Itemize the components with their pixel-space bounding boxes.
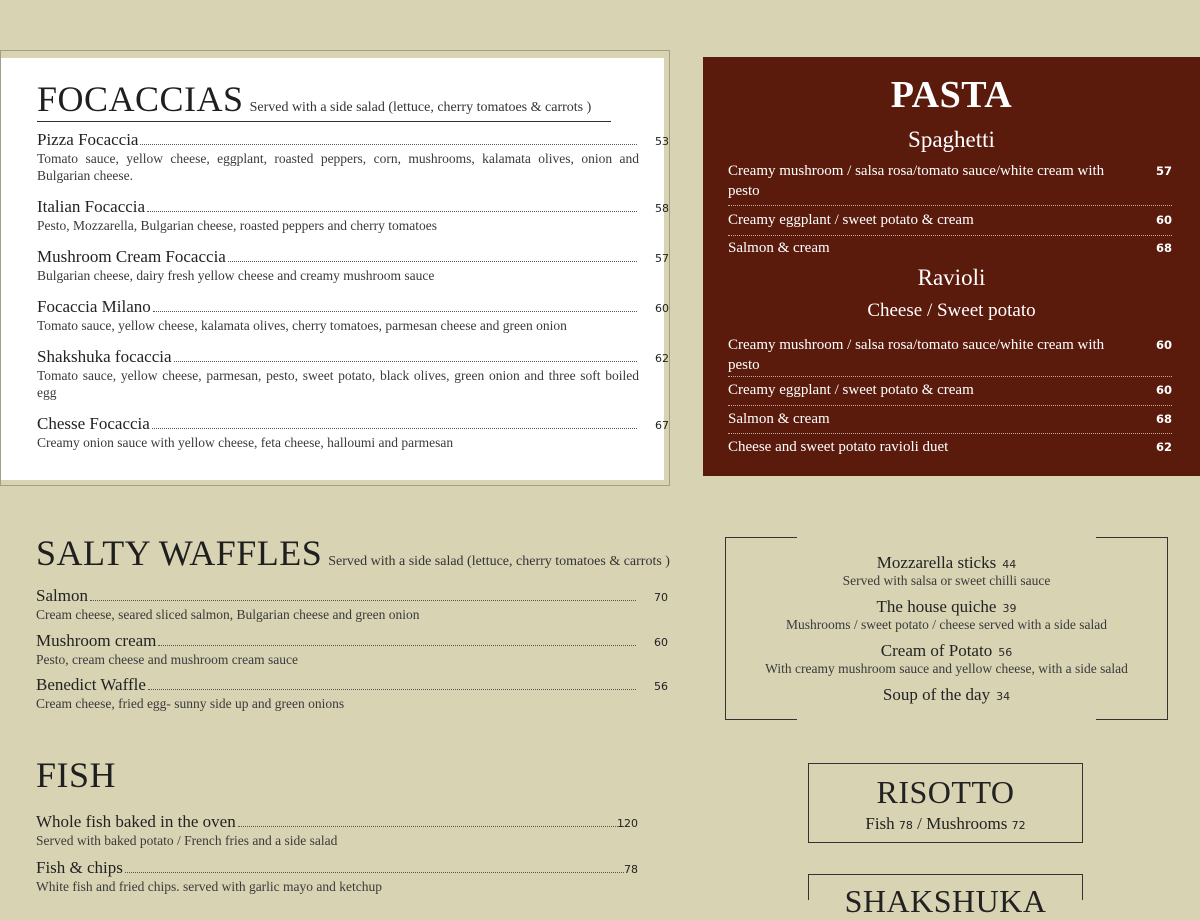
shakshuka-title: SHAKSHUKA [844,883,1047,919]
pasta-item [728,161,1172,201]
item-description: Tomato sauce, yellow cheese, kalamata olives, cherry tomatoes, parmesan cheese and green onion [37,318,567,333]
pasta-item-name: Cheese and sweet potato ravioli duet [728,439,949,455]
fish-heading: FISH [36,755,117,795]
starter-description: Served with salsa or sweet chilli sauce [842,573,1051,588]
item-name: Focaccia Milano [37,297,151,316]
ravioli-subtitle: Cheese / Sweet potato [867,300,1036,321]
pasta-item [728,437,1172,457]
pasta-item-name: Creamy mushroom / salsa rosa/tomato sauce/white cream with pesto [728,163,1105,199]
item-name: Pizza Focaccia [37,130,139,149]
item-description: White fish and fried chips. served with garlic mayo and ketchup [36,879,383,894]
leader-dots [147,211,637,212]
pasta-item-price: 60 [1155,338,1172,352]
pasta-item-name: Creamy mushroom / salsa rosa/tomato sauce/white cream with pesto [728,337,1105,373]
menu-item [37,297,669,334]
item-description: Pesto, cream cheese and mushroom cream sauce [36,652,299,667]
starter-item [725,685,1168,705]
pasta-item-price: 62 [1155,440,1172,454]
menu-item [37,347,669,401]
item-name: Shakshuka focaccia [37,347,172,366]
item-name: Chesse Focaccia [37,414,150,433]
starter-item [725,597,1168,633]
item-name: Mushroom cream [36,631,157,650]
item-description: Served with baked potato / French fries and a side salad [36,833,338,848]
leader-dots [158,645,636,646]
menu-item [36,675,668,712]
leader-dots [90,600,636,601]
item-name: Benedict Waffle [36,675,146,694]
risotto-title: RISOTTO [876,774,1015,810]
risotto-fish-label: Fish [865,814,895,833]
risotto-options [809,814,1082,834]
item-description: Cream cheese, fried egg- sunny side up and green onions [36,696,345,711]
starter-price: 39 [1002,602,1017,615]
starters-box [725,537,1168,720]
item-price: 62 [655,352,669,365]
pasta-divider [728,235,1172,236]
focaccias-panel [1,58,669,480]
starter-price: 56 [998,646,1013,659]
salty-waffles-subtitle: Served with a side salad (lettuce, cherry tomatoes & carrots ) [328,554,670,569]
starter-name: Soup of the day [882,685,991,704]
menu-item [36,812,638,849]
leader-dots [228,261,637,262]
starter-item [725,641,1168,677]
item-price: 78 [624,863,638,876]
salty-waffles-title [36,532,670,574]
menu-item [37,197,669,234]
item-price: 60 [654,636,668,649]
starter-name: The house quiche [876,597,997,616]
starter-price: 34 [996,690,1011,703]
leader-dots [174,361,637,362]
item-description: Cream cheese, seared sliced salmon, Bulgarian cheese and green onion [36,607,420,622]
pasta-item-price: 57 [1155,164,1172,178]
pasta-item [728,210,1172,230]
starter-name: Cream of Potato [880,641,993,660]
item-name: Mushroom Cream Focaccia [37,247,226,266]
item-price: 67 [655,419,669,432]
focaccias-subtitle: Served with a side salad (lettuce, cherry tomatoes & carrots ) [249,100,592,115]
leader-dots [238,826,624,827]
pasta-divider [728,376,1172,377]
item-price: 120 [617,817,638,830]
risotto-separator: / [917,814,922,833]
starter-name: Mozzarella sticks [876,553,997,572]
item-price: 57 [655,252,669,265]
item-price: 70 [654,591,668,604]
starter-description: Mushrooms / sweet potato / cheese served with a side salad [786,617,1107,632]
leader-dots [140,144,637,145]
focaccias-card [0,50,670,486]
starter-description: With creamy mushroom sauce and yellow cheese, with a side salad [765,661,1128,676]
pasta-item-name: Salmon & cream [728,411,830,427]
pasta-item-price: 68 [1155,412,1172,426]
item-name: Italian Focaccia [37,197,146,216]
pasta-item-name: Salmon & cream [728,240,830,256]
risotto-fish-price: 78 [898,819,913,832]
item-price: 58 [655,202,669,215]
pasta-title: PASTA [890,74,1013,116]
item-name: Salmon [36,586,88,605]
ravioli-heading: Ravioli [917,265,986,290]
item-description: Bulgarian cheese, dairy fresh yellow cheese and creamy mushroom sauce [37,268,435,283]
menu-item [37,414,669,451]
item-name: Fish & chips [36,858,123,877]
starter-item [725,553,1168,589]
menu-item [36,858,638,895]
risotto-mushrooms-price: 72 [1011,819,1026,832]
starter-price: 44 [1002,558,1017,571]
pasta-item [728,409,1172,429]
item-description: Tomato sauce, yellow cheese, parmesan, pesto, sweet potato, black olives, green onion and three soft boiled egg [37,368,639,400]
item-description: Creamy onion sauce with yellow cheese, feta cheese, halloumi and parmesan [37,435,454,450]
pasta-item-name: Creamy eggplant / sweet potato & cream [728,382,974,398]
focaccias-title [37,78,591,120]
item-name: Whole fish baked in the oven [36,812,236,831]
item-description: Pesto, Mozzarella, Bulgarian cheese, roasted peppers and cherry tomatoes [37,218,437,233]
pasta-item [728,335,1172,375]
pasta-item-price: 68 [1155,241,1172,255]
pasta-item [728,380,1172,400]
spaghetti-heading: Spaghetti [908,127,995,152]
focaccias-heading: FOCACCIAS [37,79,244,119]
leader-dots [148,689,636,690]
item-price: 60 [655,302,669,315]
pasta-item-price: 60 [1155,383,1172,397]
menu-item [36,631,668,668]
leader-dots [152,428,637,429]
pasta-panel [703,57,1200,476]
risotto-mushrooms-label: Mushrooms [926,814,1008,833]
item-price: 56 [654,680,668,693]
pasta-item-name: Creamy eggplant / sweet potato & cream [728,212,974,228]
item-description: Tomato sauce, yellow cheese, eggplant, roasted peppers, corn, mushrooms, kalamata olives, onion and Bulgarian cheese. [37,151,639,183]
shakshuka-box [808,874,1083,919]
pasta-divider [728,433,1172,434]
pasta-divider [728,405,1172,406]
leader-dots [125,872,624,873]
menu-item [37,130,669,184]
pasta-item [728,238,1172,258]
leader-dots [153,311,637,312]
salty-waffles-heading: SALTY WAFFLES [36,533,323,573]
menu-item [37,247,669,284]
pasta-item-price: 60 [1155,213,1172,227]
fish-title [36,754,116,796]
menu-item [36,586,668,623]
item-price: 53 [655,135,669,148]
risotto-box [808,763,1083,843]
focaccias-rule [37,121,611,122]
pasta-divider [728,205,1172,206]
